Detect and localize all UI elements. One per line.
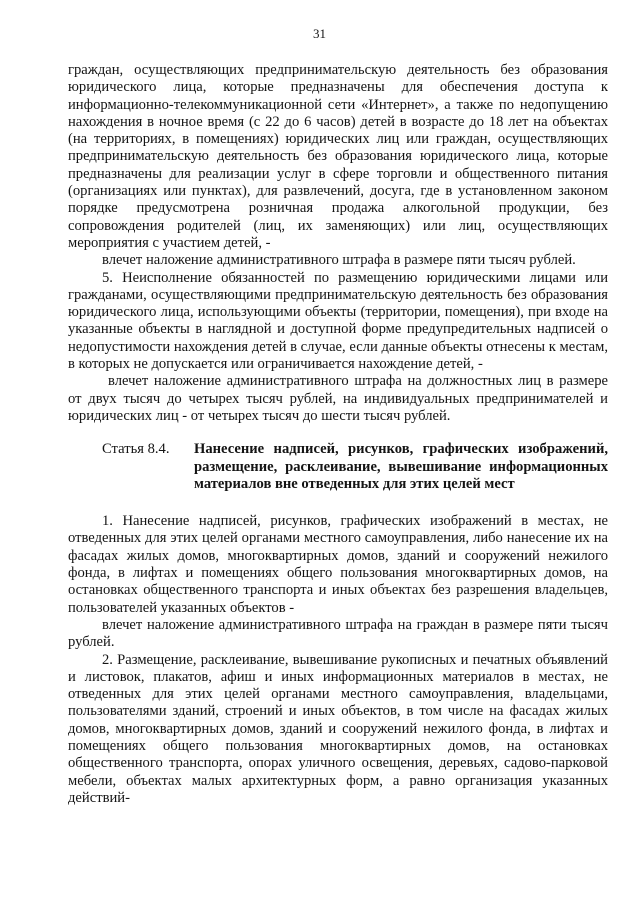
paragraph: влечет наложение административного штрафа на должностных лиц в размере от двух тысяч до четырех тысяч рублей, на индивидуальных предпринимателей и юридических лиц - от четырех тысяч до шести тысяч рублей.	[68, 373, 608, 424]
paragraph: 1. Нанесение надписей, рисунков, графических изображений в местах, не отведенных для этих целей органами местного самоуправления, либо нанесение их на фасадах жилых домов, многоквартирных домов, зданий и сооружений нежилого фонда, в лифтах и помещениях общего пользования многоквартирных домов, на остановках общественного транспорта и иных объектах без разрешения владельцев, пользователей указанных объектов -	[68, 513, 608, 616]
paragraph: влечет наложение административного штрафа в размере пяти тысяч рублей.	[102, 252, 576, 269]
page-number: 31	[313, 26, 326, 41]
article-title: Нанесение надписей, рисунков, графических изображений, размещение, расклеивание, вывешивание информационных материалов вне отведенных для этих целей мест	[194, 441, 608, 492]
article-number: Статья 8.4.	[102, 441, 170, 458]
article-heading	[68, 441, 608, 493]
paragraph: граждан, осуществляющих предпринимательскую деятельность без образования юридического лица, которые предназначены для обеспечения доступа к информационно-телекоммуникационной сети «Интернет», а также по недопущению нахождения в ночное время (с 22 до 6 часов) детей в возрасте до 18 лет на объектах (на территориях, в помещениях) юридических лиц или граждан, осуществляющих предпринимательскую деятельность без образования юридического лица, которые предназначены для реализации услуг в сфере торговли и общественного питания (организациях или пунктах), для развлечений, досуга, где в установленном законом порядке предусмотрена розничная продажа алкогольной продукции, без сопровождения родителей (лиц, их заменяющих) или лиц, осуществляющих мероприятия с участием детей, -	[68, 62, 608, 251]
paragraph: 2. Размещение, расклеивание, вывешивание рукописных и печатных объявлений и листовок, плакатов, афиш и иных информационных материалов в местах, не отведенных для этих целей органами местного самоуправления, владельцами, пользователями зданий, строений и иных объектов, в том числе на фасадах жилых домов, многоквартирных домов, зданий и сооружений нежилого фонда, в лифтах и помещениях общего пользования многоквартирных домов, на остановках общественного транспорта, опорах уличного освещения, деревьях, садово-парковой мебели, объектах малых архитектурных форм, а равно организация указанных действий-	[68, 651, 608, 806]
document-body	[68, 62, 608, 807]
paragraph: влечет наложение административного штрафа на граждан в размере пяти тысяч рублей.	[68, 616, 608, 651]
paragraph: 5. Неисполнение обязанностей по размещению юридическими лицами или гражданами, осуществляющими предпринимательскую деятельность без образования юридического лица, использующими объекты (территории, помещения), при входе на указанные объекты в наглядной и доступной форме предупредительных надписей о недопустимости нахождения детей в случае, если данные объекты отнесены к местам, в которых не допускается или ограничивается нахождение детей, -	[68, 269, 608, 373]
